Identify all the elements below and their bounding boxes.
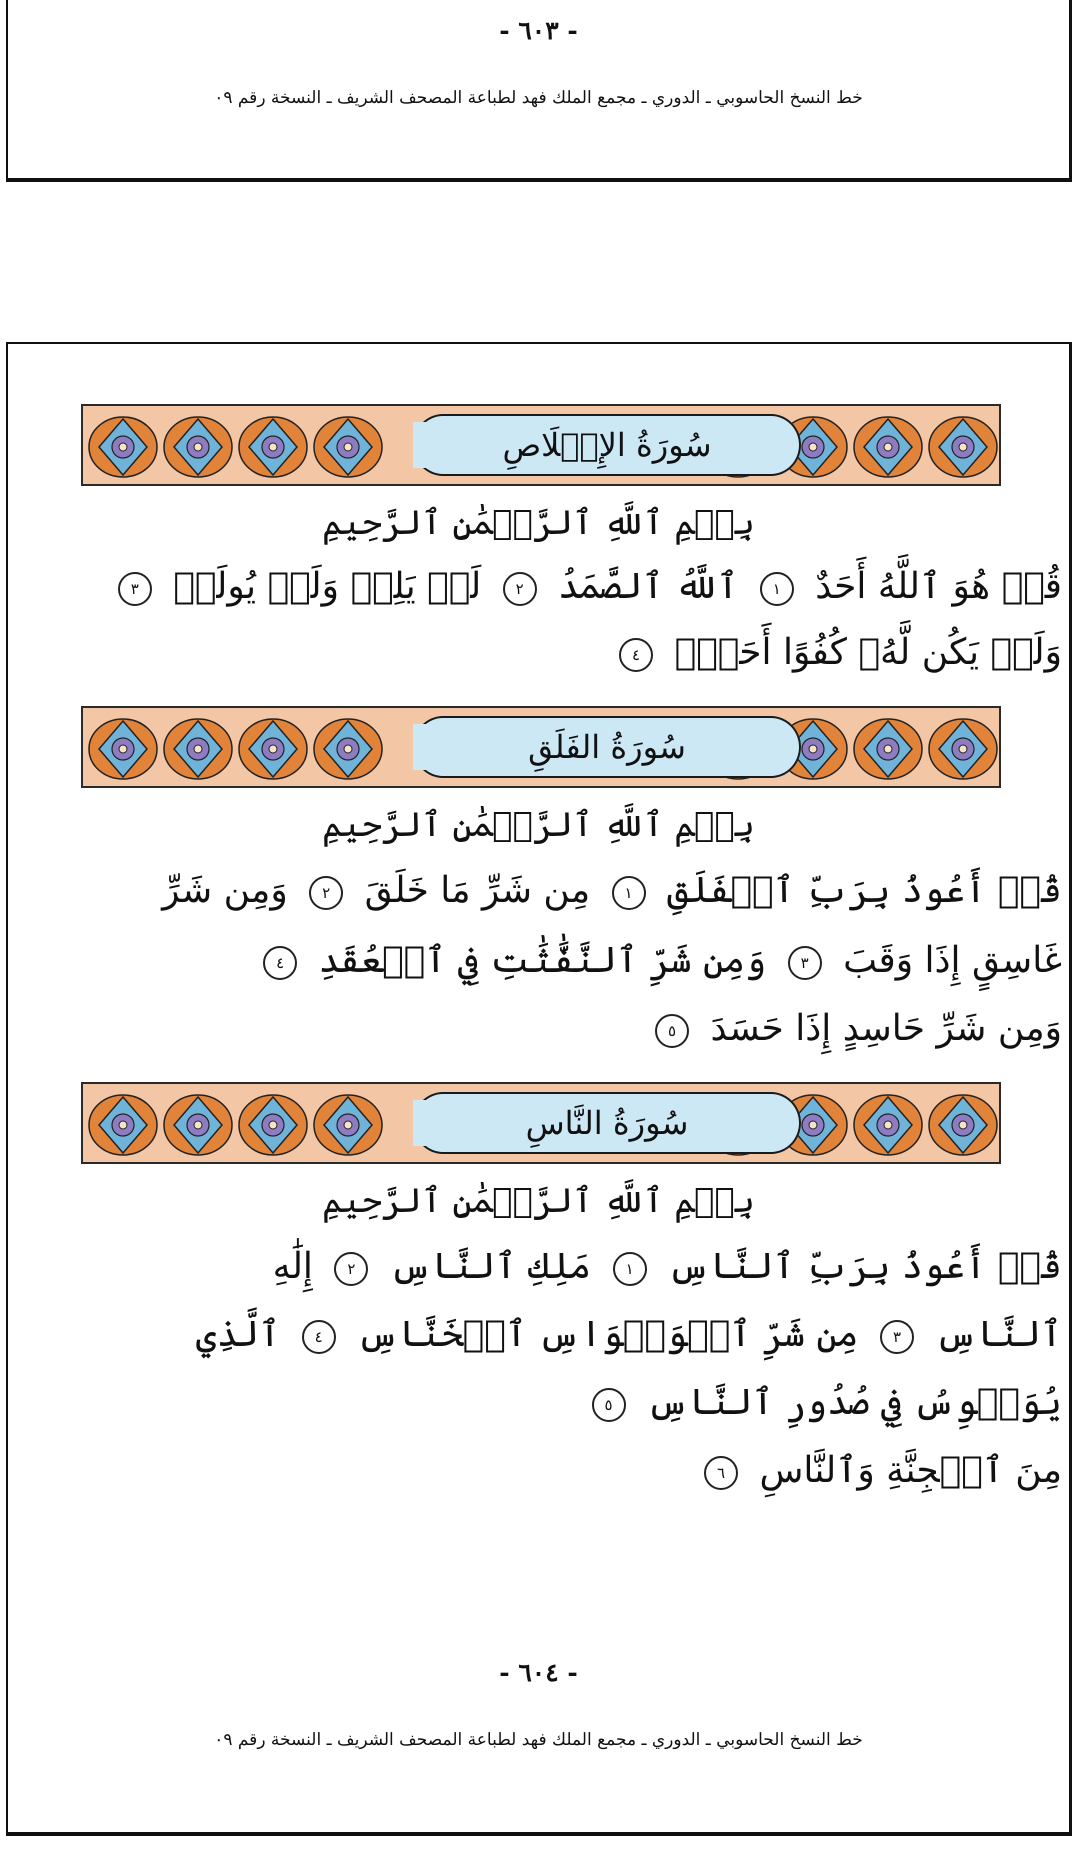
verse-text: وَلَمۡ يَكُن لَّهُۥ كُفُوًا أَحَدُۢ xyxy=(674,632,1062,673)
mushaf-page-frame xyxy=(6,342,1072,1836)
verse-text: ٱلنَّاسِ xyxy=(935,1314,1062,1355)
verse-line xyxy=(32,1008,1062,1049)
verse-text: قُلۡ أَعُوذُ بِرَبِّ ٱلۡفَلَقِ xyxy=(667,870,1062,911)
verse-text: ٱللَّهُ ٱلصَّمَدُ xyxy=(558,566,739,607)
page-footer: خط النسخ الحاسوبي ـ الدوري ـ مجمع الملك فهد لطباعة المصحف الشريف ـ النسخة رقم ٠٩ xyxy=(214,88,863,108)
surah-title: سُورَةُ الإِخۡلَاصِ xyxy=(502,426,712,464)
ayah-number-marker: ٤ xyxy=(302,1320,336,1354)
verse-text: قُلۡ أَعُوذُ بِرَبِّ ٱلنَّاسِ xyxy=(668,1246,1062,1287)
page-number: - ٦٠٤ - xyxy=(499,1658,578,1687)
ayah-number-marker: ٢ xyxy=(503,572,537,606)
ayah-number-marker: ١ xyxy=(613,1252,647,1286)
verse-text: ٱلَّذِي xyxy=(195,1314,281,1355)
verse-text: مِنَ ٱلۡجِنَّةِ وَٱلنَّاسِ xyxy=(759,1450,1062,1491)
ayah-number-marker: ٤ xyxy=(263,946,297,980)
verse-line xyxy=(32,1450,1062,1491)
verse-line xyxy=(32,1382,1062,1423)
verse-text: غَاسِقٍ إِذَا وَقَبَ xyxy=(843,940,1062,981)
verse-text: إِلَٰهِ xyxy=(272,1246,313,1287)
surah-title: سُورَةُ الفَلَقِ xyxy=(528,728,686,766)
verse-line xyxy=(32,940,1062,981)
verse-text: وَمِن شَرِّ xyxy=(162,870,288,911)
page-footer: خط النسخ الحاسوبي ـ الدوري ـ مجمع الملك فهد لطباعة المصحف الشريف ـ النسخة رقم ٠٩ xyxy=(214,1730,863,1750)
surah-title: سُورَةُ النَّاسِ xyxy=(525,1104,689,1142)
previous-page-frame xyxy=(6,0,1072,182)
verse-text: يُوَسۡوِسُ فِي صُدُورِ ٱلنَّاسِ xyxy=(646,1382,1062,1423)
surah-header-ikhlas xyxy=(81,404,1001,486)
ayah-number-marker: ٥ xyxy=(655,1014,689,1048)
verse-text: مِن شَرِّ مَا خَلَقَ xyxy=(364,870,591,911)
ayah-number-marker: ٦ xyxy=(704,1456,738,1490)
ayah-number-marker: ٣ xyxy=(880,1320,914,1354)
verse-text: مَلِكِ ٱلنَّاسِ xyxy=(389,1246,592,1287)
surah-header-falaq xyxy=(81,706,1001,788)
verse-text: وَمِن شَرِّ ٱلنَّفَّٰثَٰتِ فِي ٱلۡعُقَدِ xyxy=(318,940,767,981)
verse-text: قُلۡ هُوَ ٱللَّهُ أَحَدٌ xyxy=(815,566,1062,607)
verse-line xyxy=(32,632,1062,673)
ayah-number-marker: ٥ xyxy=(592,1388,626,1422)
surah-header-nas xyxy=(81,1082,1001,1164)
basmala: بِسۡمِ ٱللَّهِ ٱلرَّحۡمَٰنِ ٱلرَّحِيمِ xyxy=(322,805,755,845)
verse-line xyxy=(32,566,1062,607)
ayah-number-marker: ٢ xyxy=(334,1252,368,1286)
verse-line xyxy=(32,1246,1062,1287)
basmala: بِسۡمِ ٱللَّهِ ٱلرَّحۡمَٰنِ ٱلرَّحِيمِ xyxy=(322,503,755,543)
ayah-number-marker: ٣ xyxy=(118,572,152,606)
ayah-number-marker: ٤ xyxy=(619,638,653,672)
ayah-number-marker: ٢ xyxy=(309,876,343,910)
basmala: بِسۡمِ ٱللَّهِ ٱلرَّحۡمَٰنِ ٱلرَّحِيمِ xyxy=(322,1181,755,1221)
verse-text: مِن شَرِّ ٱلۡوَسۡوَاسِ ٱلۡخَنَّاسِ xyxy=(357,1314,859,1355)
verse-text: وَمِن شَرِّ حَاسِدٍ إِذَا حَسَدَ xyxy=(710,1008,1062,1049)
verse-line xyxy=(32,1314,1062,1355)
verse-line xyxy=(32,870,1062,911)
ayah-number-marker: ١ xyxy=(760,572,794,606)
ayah-number-marker: ١ xyxy=(612,876,646,910)
ayah-number-marker: ٣ xyxy=(788,946,822,980)
page-number: - ٦٠٣ - xyxy=(499,16,578,45)
verse-text: لَمۡ يَلِدۡ وَلَمۡ يُولَدۡ xyxy=(173,566,482,607)
